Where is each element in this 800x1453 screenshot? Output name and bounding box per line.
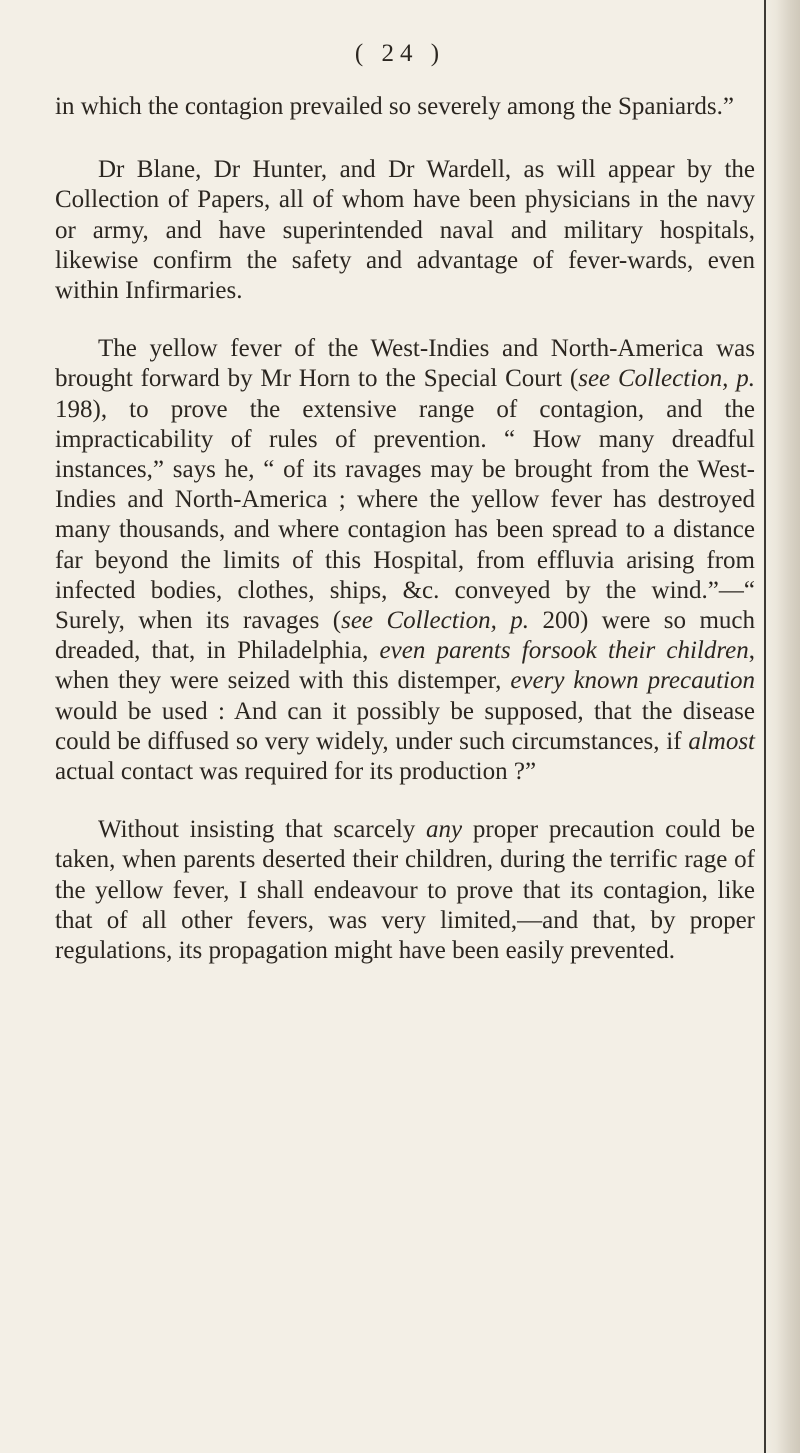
- p3-citation-1: see Collection, p.: [578, 365, 755, 393]
- paragraph-2: Dr Blane, Dr Hunter, and Dr Wardell, as will appear by the Collection of Papers, all of whom have been physicians in the navy or army, and have superintended naval and military hospitals, likewise confirm the safety and advantage of fever-wards, even within Infirmaries.: [55, 156, 755, 305]
- p3-italic-precaution: every known precaution: [510, 667, 755, 695]
- p3-italic-parents: even parents forsook their children: [379, 637, 749, 665]
- p3-text-e: 200) were so much dreaded, that, in Philadelphia,: [55, 607, 755, 665]
- p3-text-a: The yellow fever of the West-Indies and North-America was brought forward by Mr Horn to the Special Court (: [55, 335, 755, 393]
- paragraph-3: [55, 334, 755, 787]
- p3-italic-almost: almost: [688, 727, 755, 755]
- p4-italic-any: any: [426, 816, 463, 844]
- page-edge-shadow: [760, 0, 800, 1453]
- page-edge-line: [764, 0, 766, 1453]
- p3-text-c: 198), to prove the extensive range of contagion, and the impracticability of rules of prevention. “ How many dreadful instances,” says he, “ of its ravages may be brought from the West-Indies and North-America ; where the yellow fever has destroyed many thousands, and where contagion has been spread to a distance far beyond the limits of this Hospital, from effluvia arising from infected bodies, clothes, ships, &c. conveyed by the wind.”—“ Surely, when its ravages (: [55, 395, 755, 635]
- p3-citation-2: see Collection, p.: [341, 607, 530, 635]
- paragraph-4: [55, 815, 755, 966]
- p4-text-a: Without insisting that scarcely: [98, 816, 427, 844]
- p4-text-c: proper precaution could be taken, when parents deserted their children, during the terrific rage of the yellow fever, I shall endeavour to prove that its contagion, like that of all other fevers, was very limited,—and that, by proper regulations, its propagation might have been easily prevented.: [55, 816, 756, 965]
- p3-text-i: would be used : And can it possibly be supposed, that the disease could be diffused so very widely, under such circumstances, if: [55, 697, 755, 755]
- page-number: ( 24 ): [354, 40, 446, 67]
- p3-text-k: actual contact was required for its production ?”: [55, 758, 537, 786]
- paragraph-1: in which the contagion prevailed so severely among the Spaniards.”: [55, 93, 734, 120]
- p3-text-g: , when they were seized with this distemper,: [55, 637, 755, 695]
- body-text: [55, 92, 755, 994]
